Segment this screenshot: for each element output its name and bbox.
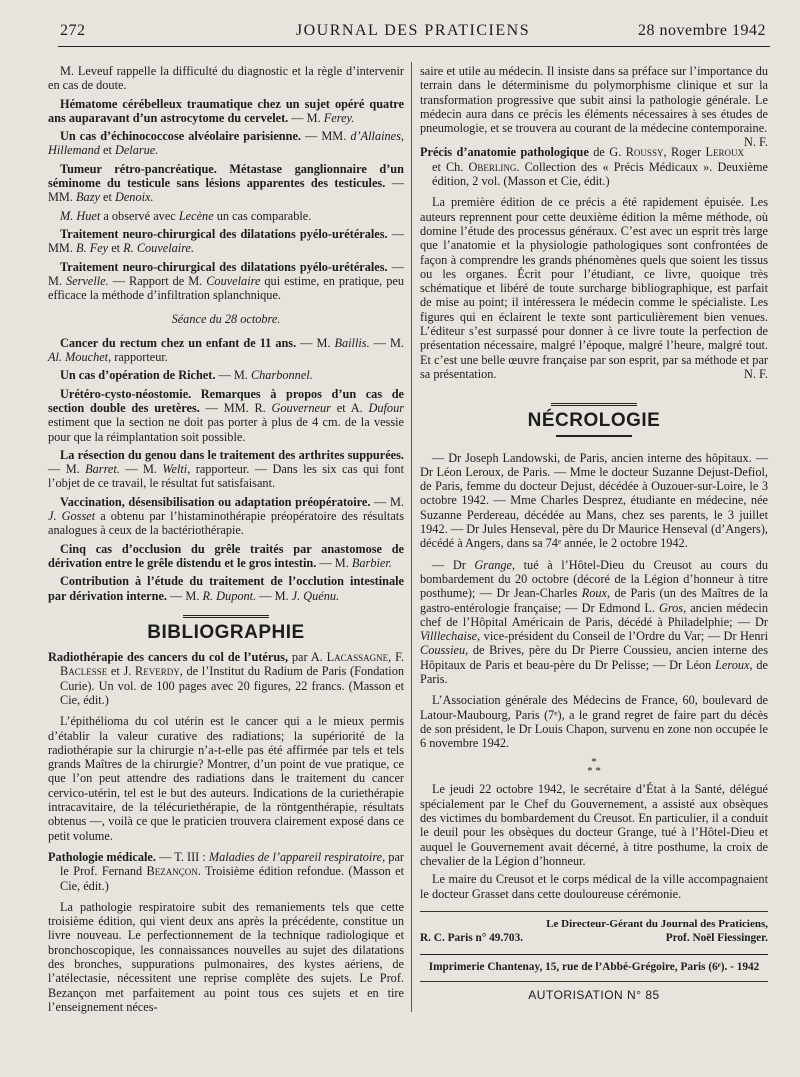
biblio-entry-radiotherapie: Radiothérapie des cancers du col de l’utérus, par A. Lacassagne, F. Baclesse et J. Reverdy, de l’Institut du Radium de Paris (Fondation Curie). Un vol. de 100 pages avec 20 figures, 22 francs. (Masson et Cie, édit.) [48, 650, 405, 707]
footer-prof: Prof. Noël Fiessinger. [665, 932, 768, 945]
paragraph-huet: M. Huet a observé avec Lecène un cas comparable. [60, 208, 312, 223]
footer-authorisation: AUTORISATION N° 85 [528, 987, 660, 1002]
column-divider [411, 62, 412, 1012]
review-anatomie-signature: N. F. [744, 366, 768, 381]
necrologie-heading: NÉCROLOGIE [527, 410, 661, 432]
footer-printer: Imprimerie Chantenay, 15, rue de l’Abbé-Grégoire, Paris (6ᵉ). - 1942 [428, 961, 760, 974]
biblio-review-radiotherapie: L’épithélioma du col utérin est le cancer qui a le mieux permis d’établir la valeur curative des radiations; la supériorité de la radiothérapie sur la chirurgie n’a-t-elle pas été affirmée par tels et tels grands Maîtres de la chirurgie? Montrer, d’un point de vue pratique, ce que l’on peut attendre des radiations dans le traitement du cancer cervico-utérin, tel est le but des auteurs. Indications de la curiethérapie intracavitaire, de la télécuriethérapie, de la röntgenthérapie, résultats obtenus —, voilà ce que le praticien trouvera clairement exposé dans ce petit volume. [48, 714, 404, 843]
entry-vaccination: Vaccination, désensibilisation ou adaptation préopératoire. — M. J. Gosset a obtenu par l’histaminothérapie préopératoire des résultats analogues à ceux de la bactériothérapie. [48, 494, 404, 538]
biblio-entry-pathologie: Pathologie médicale. — T. III : Maladies de l’appareil respiratoire, par le Prof. Fernand Bezançon. Troisième édition refondue. (Masson et Cie, édit.) [48, 849, 404, 893]
section-ornament [48, 615, 404, 618]
page-header [60, 22, 766, 44]
biblio-entry-anatomie: Précis d’anatomie pathologique de G. Roussy, Roger Leroux et Ch. Oberling. Collection des « Précis Médicaux ». Deuxième édition, 2 vol. (Masson et Cie, édit.) [420, 145, 769, 189]
page-number: 272 [60, 22, 86, 39]
paragraph-leveuf: M. Leveuf rappelle la difficulté du diagnostic et la règle d’intervenir en cas de doute. [48, 64, 405, 93]
section-underline [420, 435, 768, 437]
review-anatomie: La première édition de ce précis a été rapidement épuisée. Les auteurs reprennent pour cette deuxième édition la même méthode, où domine l’étude des processus généraux. C’est avec un esprit très large que l’anatomie et la physiologie pathologiques sont confrontées de façon à comprendre les grands phénomènes quels que soient les tissus ou les organes. Écrit pour l’étudiant, ce livre, quoique très schématique et libéré de toute surcharge bibliographique, est parfait de mise au point; il intéressera le médecin comme le spécialiste. Les figures qui en éclairent le texte sont particulièrement bien venues. L’éditeur s’est surpassé pour donner à ce livre toute la perfection de présentation nécessaire, malgré l’époque, malgré l’heure, malgré tout. Et c’est une belle œuvre française par son esprit, par sa méthode et par sa présentation. N. F. [420, 195, 768, 381]
left-column [48, 64, 404, 1018]
review-signature: N. F. [744, 135, 768, 150]
entry-echinococcose: Un cas d’échinococcose alvéolaire parisienne. — MM. d’Allaines, Hillemand et Delarue. [48, 129, 404, 158]
header-rule [58, 46, 770, 47]
entry-contribution: Contribution à l’étude du traitement de l’occlution intestinale par dérivation interne. — M. R. Dupont. — M. J. Quénu. [48, 574, 404, 603]
necro-association: L’Association générale des Médecins de France, 60, boulevard de Latour-Maubourg, Paris (7ᵉ), a le grand regret de faire part du décès de son président, le Dr Louis Chapon, survenu en zone non occupée le 6 novembre 1942. [420, 693, 768, 751]
necro-list-1: — Dr Joseph Landowski, de Paris, ancien interne des hôpitaux. — Dr Léon Leroux, de Paris. — Mme le docteur Suzanne Dejust-Defiol, de Paris, femme du docteur Dejust, décédée à Ouzouer-sur-Loire, le 3 octobre 1942. — Mme Charles Desprez, étudiante en médecine, née Suzanne Perdereau, décédée au Mans, chez ses parents, le 3 juillet 1942. — Dr Jules Henseval, père du Dr Maurice Henseval (d’Angers), décédé à Angers, dans sa 74ᵉ année, le 2 octobre 1942. [420, 450, 768, 551]
necro-maire: Le maire du Creusot et le corps médical de la ville accompagnaient le docteur Grasset dans cette douloureuse cérémonie. [420, 872, 768, 901]
entry-cancer-rectum: Cancer du rectum chez un enfant de 11 ans. — M. Baillis. — M. Al. Mouchet, rapporteur. [48, 335, 404, 365]
asterism: * * * [587, 756, 601, 778]
entry-traitement-1: Traitement neuro-chirurgical des dilatations pyélo-urétérales. — MM. B. Fey et R. Couvelaire. [48, 226, 405, 256]
bibliographie-heading: BIBLIOGRAPHIE [147, 621, 305, 643]
right-column [420, 64, 768, 1002]
necro-creusot: Le jeudi 22 octobre 1942, le secrétaire d’État à la Santé, délégué spécialement par le Chef du Gouvernement, a assisté aux obsèques des victimes du bombardement du Creusot. En particulier, il a conduit le deuil pour les obsèques du docteur Grange, tué à l’Hôtel-Dieu et auquel le Gouvernement avait décerné, à titre posthume, la croix de chevalier de la Légion d’honneur. [420, 782, 768, 868]
entry-genou: La résection du genou dans le traitement des arthrites suppurées. — M. Barret. — M. Welti, rapporteur. — Dans les six cas qui font l’objet de ce travail, le résultat fut satisfaisant. [48, 447, 404, 491]
review-continuation: saire et utile au médecin. Il insiste dans sa préface sur l’importance du terrain dans le déterminisme du polymorphisme clinique et sur la transformation progressive que subit ainsi la pathologie générale. Le médecin aura dans ce précis les éléments nécessaires à ses études de pneumologie, et se trouvera au courant de la médecine contemporaine. N. F. [420, 64, 768, 150]
section-ornament-necro [420, 403, 768, 406]
footer-rule-mid [420, 954, 768, 955]
footer-rc: R. C. Paris n° 49.703. [420, 932, 524, 945]
entry-uretero: Urétéro-cysto-néostomie. Remarques à propos d’un cas de section double des uretères. — MM. R. Gouverneur et A. Dufour estiment que la section ne doit pas porter à plus de 4 cm. de la vessie pour que la réimplantation soit possible. [48, 386, 405, 444]
entry-traitement-2: Traitement neuro-chirurgical des dilatations pyélo-urétérales. — M. Servelle. — Rapport de M. Couvelaire qui estime, en pratique, peu efficace la méthode d’infiltration splanchnique. [48, 259, 405, 303]
entry-occlusion: Cinq cas d’occlusion du grêle traités par anastomose de dérivation entre le grêle distendu et le gros intestin. — M. Barbier. [48, 541, 404, 570]
footer-director: Le Directeur-Gérant du Journal des Praticiens, [546, 917, 768, 930]
necro-list-2: — Dr Grange, tué à l’Hôtel-Dieu du Creusot au cours du bombardement du 20 octobre (décoré de la Légion d’honneur à titre posthume); — Dr Jean-Charles Roux, de Paris (un des Maîtres de la gastro-entérologie française; — Dr Edmond L. Gros, ancien médecin chef de l’Hôpital Américain de Paris, décédé à Philadelphie; — Dr Villlechaise, vice-président du Conseil de l’Ordre du Var; — Dr Henri Coussieu, de Brives, père du Dr Pierre Coussieu, ancien interne des Hôpitaux de Paris et beau-père du Dr Pelisse; — Dr Léon Leroux, de Paris. [420, 557, 768, 686]
footer-rule-top [420, 911, 768, 912]
entry-richet: Un cas d’opération de Richet. — M. Charbonnel. [60, 368, 313, 383]
biblio-review-pathologie: La pathologie respiratoire subit des remaniements tels que cette troisième édition, qui vient deux ans après la précédente, constitue un livre nouveau. Le perfectionnement de la technique radiologique et bronchoscopique, les connaissances nouvelles au sujet des dilatations des bronches, suppurations pulmonaires, des kystes aériens, de l’atélectasie, nécessitent une reprise complète des sujets. Le Prof. Bezançon met parfaitement au point tous ces sujets et en tire l’enseignement néces- [48, 899, 404, 1014]
footer-rule-bottom [420, 981, 768, 982]
footer-signature-line [420, 931, 768, 945]
issue-date: 28 novembre 1942 [638, 22, 766, 39]
journal-title: JOURNAL DES PRATICIENS [295, 22, 531, 39]
seance-date: Séance du 28 octobre. [171, 312, 281, 327]
entry-hematome: Hématome cérébelleux traumatique chez un sujet opéré quatre ans auparavant d’un astrocytome du cervelet. — M. Ferey. [48, 96, 404, 125]
entry-tumeur: Tumeur rétro-pancréatique. Métastase ganglionnaire d’un séminome du testicule sans lésions apparentes des testicules. — MM. Bazy et Denoix. [48, 161, 404, 205]
